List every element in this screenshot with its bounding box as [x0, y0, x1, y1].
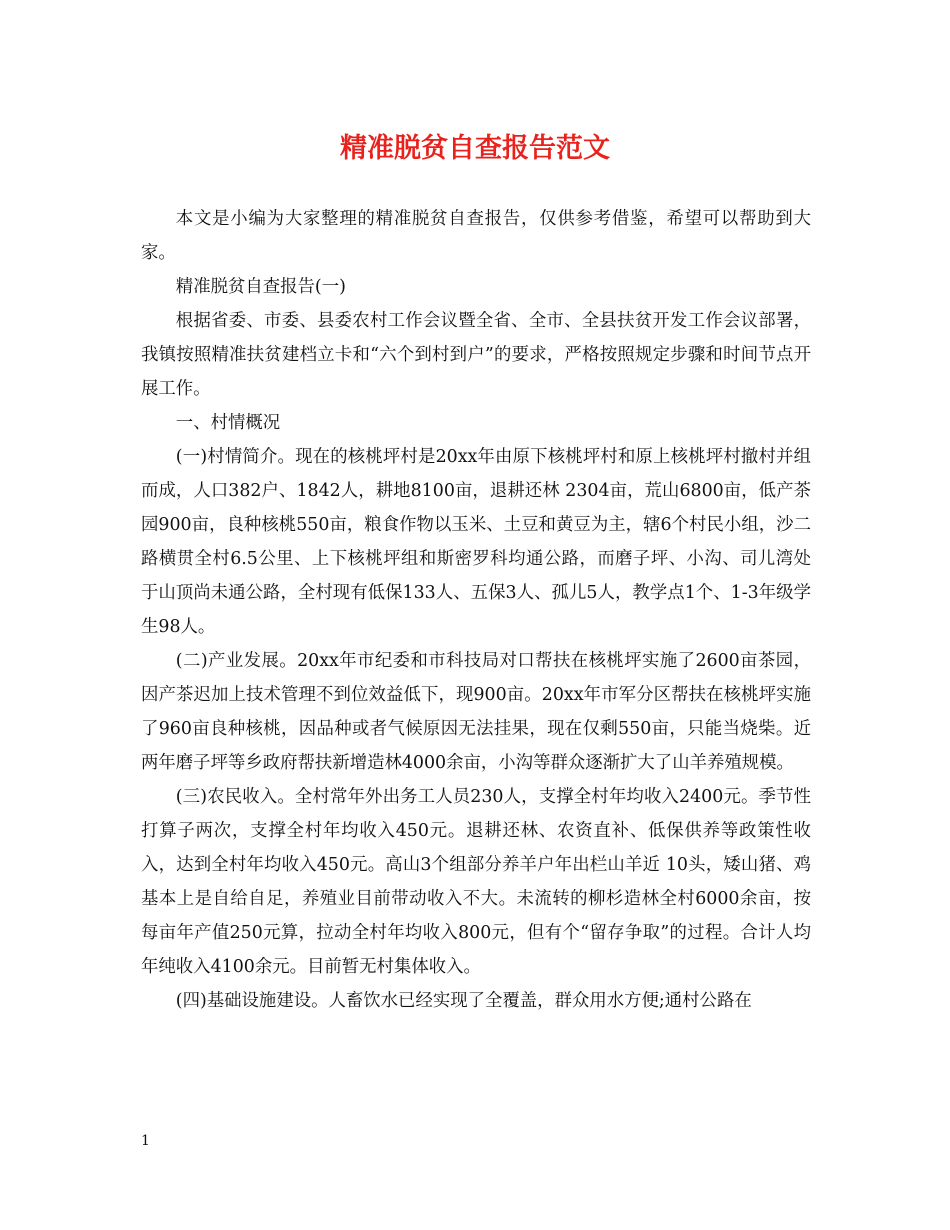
section-heading: 一、村情概况	[175, 413, 281, 433]
report-heading: 精准脱贫自查报告(一)	[175, 277, 346, 297]
page-number: 1	[141, 1133, 150, 1149]
body-paragraph: (一)村情简介。现在的核桃坪村是20xx年由原下核桃坪村和原上核桃坪村撤村并组而成，人口382户、1842人，耕地8100亩，退耕还林 2304亩，荒山6800亩，低产茶园900亩，良种核桃550亩，粮食作物以玉米、土豆和黄豆为主，辖6个村民小组，沙二路横贯全村6.5公里、上下核桃坪组和斯密罗科均通公路，而磨子坪、小沟、司儿湾处于山顶尚未通公路，全村现有低保133人、五保3人、孤儿5人，教学点1个、1-3年级学生98人。	[141, 447, 811, 637]
intro-paragraph: 本文是小编为大家整理的精准脱贫自查报告，仅供参考借鉴，希望可以帮助到大家。	[141, 209, 811, 263]
document-body	[141, 202, 811, 1018]
page-title: 精准脱贫自查报告范文	[340, 133, 610, 164]
body-paragraph: (三)农民收入。全村常年外出务工人员230人，支撑全村年均收入2400元。季节性打算子两次，支撑全村年均收入450元。退耕还林、农资直补、低保供养等政策性收入，达到全村年均收入450元。高山3个组部分养羊户年出栏山羊近 10头，矮山猪、鸡基本上是自给自足，养殖业目前带动收入不大。未流转的柳杉造林全村6000余亩，按每亩年产值250元算，拉动全村年均收入800元，但有个“留存争取”的过程。合计人均年纯收入4100余元。目前暂无村集体收入。	[141, 787, 811, 977]
body-paragraph: (四)基础设施建设。人畜饮水已经实现了全覆盖，群众用水方便;通村公路在	[175, 991, 752, 1011]
body-paragraph: (二)产业发展。20xx年市纪委和市科技局对口帮扶在核桃坪实施了2600亩茶园，因产茶迟加上技术管理不到位效益低下，现900亩。20xx年市军分区帮扶在核桃坪实施了960亩良种核桃，因品种或者气候原因无法挂果，现在仅剩550亩，只能当烧柴。近两年磨子坪等乡政府帮扶新增造林4000余亩，小沟等群众逐渐扩大了山羊养殖规模。	[141, 651, 811, 773]
body-paragraph: 根据省委、市委、县委农村工作会议暨全省、全市、全县扶贫开发工作会议部署，我镇按照精准扶贫建档立卡和“六个到村到户”的要求，严格按照规定步骤和时间节点开展工作。	[141, 311, 811, 399]
